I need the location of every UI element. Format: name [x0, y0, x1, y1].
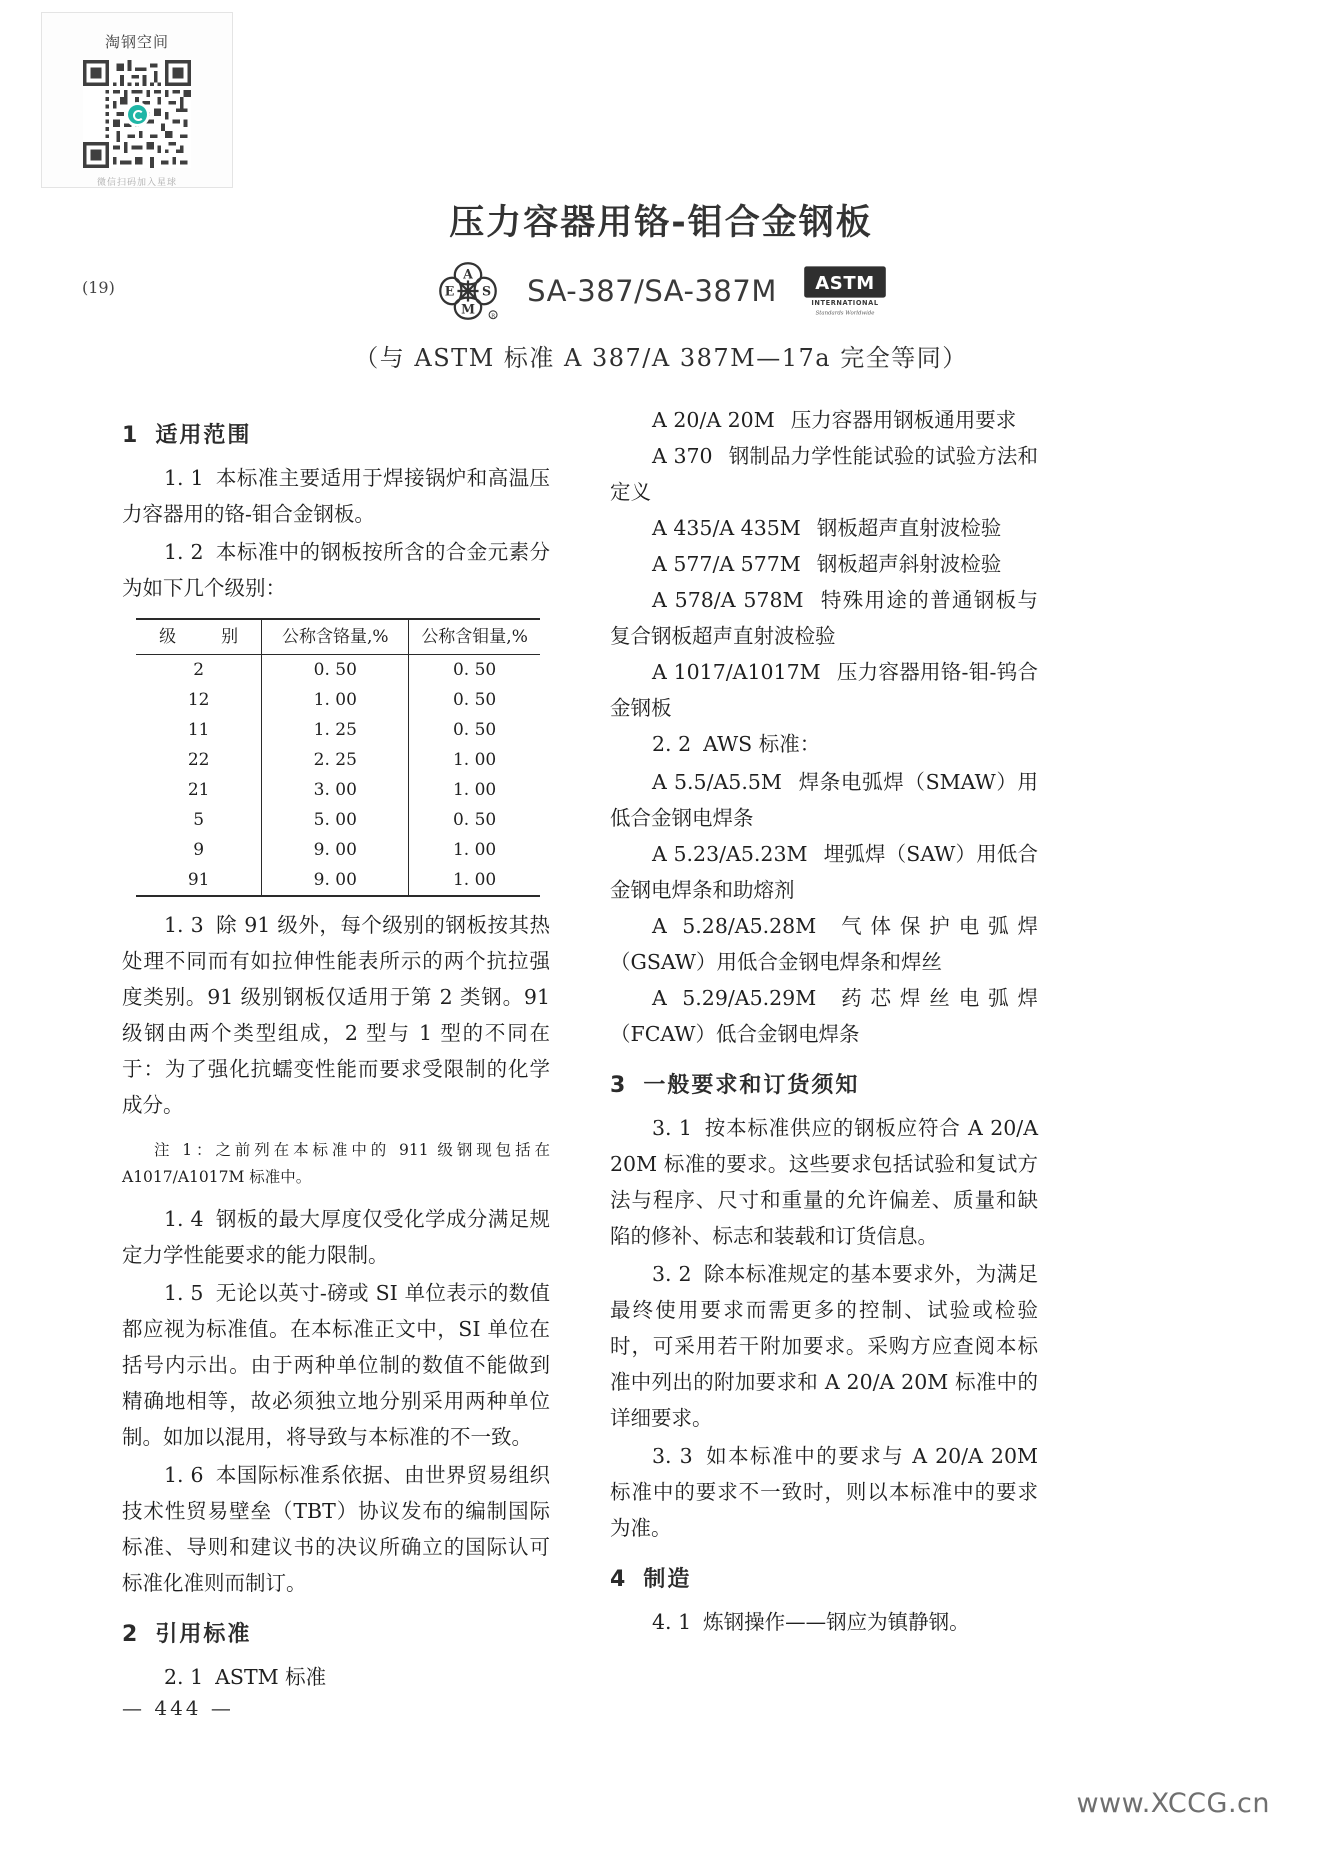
cell-molybdenum: 1. 00 [409, 865, 540, 896]
paragraph-1-6 [122, 1457, 550, 1601]
table-row [136, 775, 540, 805]
cell-grade: 22 [187, 750, 210, 770]
column-header-grade: 级 别 [136, 619, 262, 655]
paragraph-3-3 [610, 1438, 1038, 1546]
section-4-title: 制造 [643, 1567, 692, 1592]
aws-reference-item [610, 908, 1038, 980]
page-title: 压力容器用铬-钼合金钢板 [449, 203, 873, 243]
section-heading-4 [610, 1562, 1038, 1598]
section-heading-2 [122, 1617, 550, 1653]
paragraph-1-1-label: 1. 1 [164, 466, 204, 490]
astm-reference-item [610, 582, 1038, 654]
cell-molybdenum: 1. 00 [409, 745, 540, 775]
cell-chromium: 3. 00 [262, 775, 409, 805]
paragraph-4-1 [610, 1604, 1038, 1640]
cell-molybdenum: 0. 50 [409, 685, 540, 715]
aws-reference-item [610, 764, 1038, 836]
paragraph-1-5-label: 1. 5 [164, 1281, 204, 1305]
paragraph-1-2-label: 1. 2 [164, 540, 204, 564]
reference-code: A 5.29/A5.29M [652, 986, 817, 1010]
paragraph-1-3-label: 1. 3 [164, 913, 204, 937]
paragraph-1-5-text: 无论以英寸-磅或 SI 单位表示的数值都应视为标准值。在本标准正文中，SI 单位在括号内示出。由于两种单位制的数值不能做到精确地相等，故必须独立地分别采用两种单位制。如加以混用，将导致与本标准的不一致。 [122, 1281, 550, 1449]
subsection-2-1-title: ASTM 标准 [215, 1665, 327, 1689]
reference-text: 钢板超声斜射波检验 [816, 552, 1002, 576]
qr-promo-title: 淘钢空间 [104, 33, 169, 51]
reference-text: 气体保护电弧焊（GSAW）用低合金钢电焊条和焊丝 [610, 914, 1039, 974]
qr-promo-caption: 微信扫码加入星球 [96, 178, 177, 188]
section-2-title: 引用标准 [155, 1622, 252, 1647]
astm-reference-item [610, 654, 1038, 726]
cell-molybdenum: 0. 50 [409, 715, 540, 745]
table-row [136, 745, 540, 775]
reference-text: 焊条电弧焊（SMAW）用低合金钢电焊条 [610, 770, 1039, 830]
column-header-molybdenum: 公称含钼量,% [409, 619, 540, 655]
table-row [136, 835, 540, 865]
aws-reference-item [610, 836, 1038, 908]
reference-code: A 5.23/A5.23M [652, 842, 808, 866]
reference-text: 钢制品力学性能试验的试验方法和定义 [610, 444, 1038, 504]
paragraph-1-5 [122, 1275, 550, 1455]
paragraph-1-6-text: 本国际标准系依据、由世界贸易组织技术性贸易壁垒（TBT）协议发布的编制国际标准、导则和建议书的决议所确立的国际认可标准化准则而制订。 [122, 1463, 551, 1595]
aws-reference-item [610, 980, 1038, 1052]
cell-grade: 2 [193, 660, 205, 680]
svg-text:S: S [482, 283, 492, 299]
subsection-2-1 [122, 1659, 550, 1695]
cell-grade: 21 [187, 780, 210, 800]
cell-grade: 9 [193, 840, 205, 860]
astm-reference-item [610, 402, 1038, 438]
qr-logo-badge [128, 105, 147, 124]
column-header-chromium: 公称含铬量,% [262, 619, 409, 655]
section-1-title: 适用范围 [155, 423, 252, 448]
paragraph-3-1 [610, 1110, 1038, 1254]
svg-text:M: M [461, 301, 476, 317]
paragraph-3-3-label: 3. 3 [652, 1444, 693, 1468]
site-watermark: www.XCCG.cn [1076, 1788, 1270, 1819]
paragraph-4-1-text: 炼钢操作——钢应为镇静钢。 [703, 1610, 970, 1634]
paragraph-3-1-label: 3. 1 [652, 1116, 692, 1140]
asme-logo-icon [435, 258, 501, 324]
table-row [136, 715, 540, 745]
svg-text:ASTM: ASTM [815, 273, 875, 295]
reference-code: A 1017/A1017M [652, 660, 821, 684]
cell-chromium: 2. 25 [262, 745, 409, 775]
reference-code: A 577/A 577M [652, 552, 801, 576]
cell-grade: 91 [136, 865, 262, 896]
cell-molybdenum: 1. 00 [409, 775, 540, 805]
table-row [136, 805, 540, 835]
cell-chromium: 9. 00 [262, 835, 409, 865]
paragraph-3-2-text: 除本标准规定的基本要求外，为满足最终使用要求而需更多的控制、试验或检验时，可采用若干附加要求。采购方应查阅本标准中列出的附加要求和 A 20/A 20M 标准中的详细要求。 [610, 1262, 1039, 1430]
table-row [136, 865, 540, 896]
reference-text: 埋弧焊（SAW）用低合金钢电焊条和助熔剂 [610, 842, 1039, 902]
table-header [136, 619, 540, 655]
cell-chromium: 1. 25 [262, 715, 409, 745]
subsection-2-2-label: 2. 2 [652, 732, 692, 756]
paragraph-4-1-label: 4. 1 [652, 1610, 692, 1634]
paragraph-1-1-text: 本标准主要适用于焊接锅炉和高温压力容器用的铬-钼合金钢板。 [122, 466, 551, 526]
page-clause-number: (19) [82, 278, 115, 297]
subsection-2-2 [610, 726, 1038, 762]
section-2-number: 2 [122, 1622, 140, 1647]
section-heading-3 [610, 1068, 1038, 1104]
page-number: — 444 — [122, 1696, 234, 1720]
cell-grade: 5 [193, 810, 205, 830]
qr-promo-card [41, 12, 233, 188]
subsection-2-1-label: 2. 1 [164, 1665, 204, 1689]
section-1-number: 1 [122, 423, 140, 448]
section-heading-1 [122, 418, 550, 454]
paragraph-1-2-text: 本标准中的钢板按所含的合金元素分为如下几个级别： [122, 540, 551, 600]
qr-code-image [83, 60, 191, 168]
reference-code: A 370 [652, 444, 713, 468]
cell-chromium: 1. 00 [262, 685, 409, 715]
svg-text:A: A [463, 266, 473, 282]
reference-text: 特殊用途的普通钢板与复合钢板超声直射波检验 [610, 588, 1039, 648]
astm-logo-icon [803, 264, 887, 318]
cell-chromium: 5. 00 [262, 805, 409, 835]
reference-code: A 5.5/A5.5M [652, 770, 782, 794]
paragraph-1-1 [122, 460, 550, 532]
svg-text:INTERNATIONAL: INTERNATIONAL [811, 298, 879, 307]
cell-molybdenum: 1. 00 [409, 835, 540, 865]
paragraph-1-4-label: 1. 4 [164, 1207, 204, 1231]
section-3-number: 3 [610, 1073, 628, 1098]
cell-grade: 11 [187, 720, 210, 740]
paragraph-1-6-label: 1. 6 [164, 1463, 204, 1487]
standard-code: SA-387/SA-387M [527, 274, 777, 308]
paragraph-1-4 [122, 1201, 550, 1273]
table-row [136, 685, 540, 715]
cell-grade: 12 [187, 690, 210, 710]
cell-molybdenum: 0. 50 [409, 805, 540, 835]
reference-text: 压力容器用铬-钼-钨合金钢板 [610, 660, 1038, 720]
reference-code: A 578/A 578M [652, 588, 804, 612]
svg-text:R: R [491, 313, 496, 320]
cell-molybdenum: 0. 50 [409, 655, 540, 686]
reference-text: 压力容器用钢板通用要求 [790, 408, 1017, 432]
cell-chromium: 9. 00 [262, 865, 409, 896]
paragraph-3-3-text: 如本标准中的要求与 A 20/A 20M 标准中的要求不一致时，则以本标准中的要求为准。 [610, 1444, 1038, 1540]
reference-code: A 5.28/A5.28M [652, 914, 817, 938]
reference-text: 钢板超声直射波检验 [816, 516, 1002, 540]
table-row [136, 655, 540, 686]
right-text-column [610, 402, 1038, 1642]
svg-text:Standards Worldwide: Standards Worldwide [815, 310, 875, 317]
paragraph-3-2 [610, 1256, 1038, 1436]
astm-reference-item [610, 438, 1038, 510]
section-4-number: 4 [610, 1567, 628, 1592]
paragraph-1-4-text: 钢板的最大厚度仅受化学成分满足规定力学性能要求的能力限制。 [122, 1207, 551, 1267]
section-3-title: 一般要求和订货须知 [643, 1073, 860, 1098]
svg-text:E: E [444, 283, 455, 299]
cell-chromium: 0. 50 [262, 655, 409, 686]
table-body [136, 655, 540, 897]
paragraph-3-2-label: 3. 2 [652, 1262, 692, 1286]
grade-composition-table [136, 618, 540, 897]
subsection-2-2-title: AWS 标准： [703, 732, 821, 756]
reference-code: A 20/A 20M [652, 408, 775, 432]
reference-code: A 435/A 435M [652, 516, 801, 540]
astm-reference-item [610, 510, 1038, 546]
reference-text: 药芯焊丝电弧焊（FCAW）低合金钢电焊条 [610, 986, 1039, 1046]
standard-identifier-row [0, 258, 1322, 324]
equivalence-statement: （与 ASTM 标准 A 387/A 387M—17a 完全等同） [354, 344, 968, 372]
paragraph-1-3 [122, 907, 550, 1123]
note-1: 注 1：之前列在本标准中的 911 级钢现包括在 A1017/A1017M 标准中。 [122, 1141, 550, 1186]
left-text-column [122, 402, 550, 1697]
paragraph-1-3-text: 除 91 级外，每个级别的钢板按其热处理不同而有如拉伸性能表所示的两个抗拉强度类别。91 级别钢板仅适用于第 2 类钢。91 级钢由两个类型组成，2 型与 1 型的不同在于：为了强化抗蠕变性能而要求受限制的化学成分。 [122, 913, 550, 1117]
paragraph-3-1-text: 按本标准供应的钢板应符合 A 20/A 20M 标准的要求。这些要求包括试验和复试方法与程序、尺寸和重量的允许偏差、质量和缺陷的修补、标志和装载和订货信息。 [610, 1116, 1038, 1248]
table-header-row [136, 619, 540, 655]
paragraph-1-2 [122, 534, 550, 606]
astm-reference-item [610, 546, 1038, 582]
